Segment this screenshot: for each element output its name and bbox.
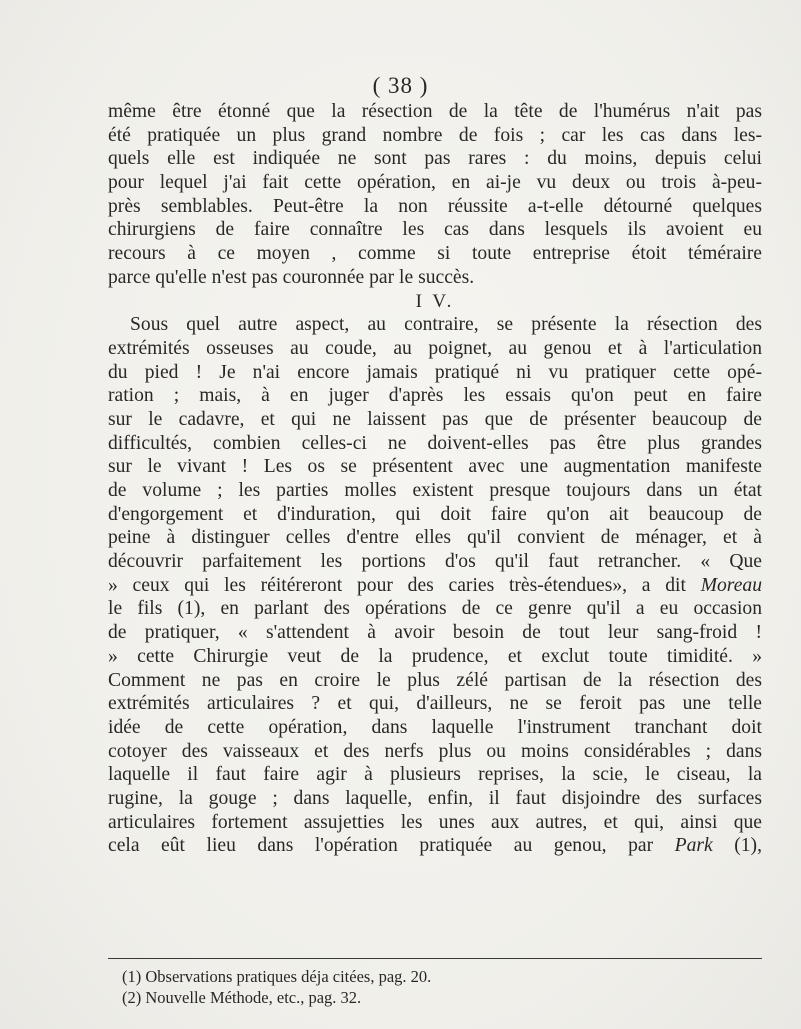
section-heading: I V. <box>415 290 455 312</box>
paragraph-1 <box>108 100 762 290</box>
text-line <box>108 834 762 858</box>
text-line: quels elle est indiquée ne sont pas rares : du moins, depuis celui <box>108 148 762 170</box>
text-line: extrémités articulaires ? et qui, d'ailleurs, ne se feroit pas une telle <box>108 693 762 715</box>
body-text <box>108 100 762 858</box>
footnote-2: (2) Nouvelle Méthode, etc., pag. 32. <box>122 988 362 1007</box>
text-line: articulaires fortement assujetties les unes aux autres, et qui, ainsi que <box>108 811 762 833</box>
text-line: le fils (1), en parlant des opérations de ce genre qu'il a eu occasion <box>108 598 762 620</box>
text-line: difficultés, combien celles-ci ne doivent-elles pas être plus grandes <box>108 432 762 454</box>
text-line: de volume ; les parties molles existent presque toujours dans un état <box>108 480 762 501</box>
footnotes <box>122 966 742 1008</box>
text-line: découvrir parfaitement les portions d'os qu'il faut retrancher. « Que <box>108 551 762 573</box>
text-line: pour lequel j'ai fait cette opération, en ai-je vu deux ou trois à-peu- <box>108 172 762 194</box>
text-line: extrémités osseuses au coude, au poignet, au genou et à l'articulation <box>108 337 762 359</box>
text-line: chirurgiens de faire connaître les cas dans lesquels ils avoient eu <box>108 219 762 241</box>
text-segment: cela eût lieu dans l'opération pratiquée au genou, par <box>108 835 675 857</box>
author-name-moreau: Moreau <box>700 574 762 596</box>
text-line: du pied ! Je n'ai encore jamais pratiqué ni vu pratiquer cette opé- <box>108 361 762 383</box>
text-segment: (1), <box>712 835 762 857</box>
footnote-1: (1) Observations pratiques déja citées, pag. 20. <box>122 967 432 986</box>
text-line: été pratiquée un plus grand nombre de fois ; car les cas dans les- <box>108 124 762 146</box>
text-line: rugine, la gouge ; dans laquelle, enfin, il faut disjoindre des surfaces <box>108 787 762 809</box>
text-line: laquelle il faut faire agir à plusieurs reprises, la scie, le ciseau, la <box>108 764 762 786</box>
text-line: idée de cette opération, dans laquelle l'instrument tranchant doit <box>108 716 762 738</box>
text-line: même être étonné que la résection de la tête de l'humérus n'ait pas <box>108 101 762 122</box>
author-name-park: Park <box>674 835 713 857</box>
text-line: Comment ne pas en croire le plus zélé partisan de la résection des <box>108 669 762 691</box>
text-line: de pratiquer, « s'attendent à avoir besoin de tout leur sang-froid ! <box>108 622 762 644</box>
text-line: ration ; mais, à en juger d'après les essais qu'on peut en faire <box>108 385 762 407</box>
text-line: parce qu'elle n'est pas couronnée par le succès. <box>108 266 475 288</box>
footnote-divider <box>108 958 762 959</box>
paragraph-2 <box>108 313 762 858</box>
text-line: Sous quel autre aspect, au contraire, se présente la résection des <box>130 314 762 336</box>
text-line: » cette Chirurgie veut de la prudence, et exclut toute timidité. » <box>108 645 762 667</box>
text-line: peine à distinguer celles d'entre elles qu'il convient de ménager, et à <box>108 527 762 549</box>
text-line: sur le vivant ! Les os se présentent avec une augmentation manifeste <box>108 456 762 478</box>
text-line: recours à ce moyen , comme si toute entreprise étoit téméraire <box>108 243 762 265</box>
text-line: près semblables. Peut-être la non réussite a-t-elle détourné quelques <box>108 195 762 217</box>
text-line: d'engorgement et d'induration, qui doit faire qu'on ait beaucoup de <box>108 503 762 525</box>
text-line: sur le cadavre, et qui ne laissent pas que de présenter beaucoup de <box>108 408 762 430</box>
text-line: cotoyer des vaisseaux et des nerfs plus ou moins considérables ; dans <box>108 740 762 762</box>
text-line <box>108 574 762 598</box>
text-segment: » ceux qui les réitéreront pour des caries très-étendues», a dit <box>108 574 701 596</box>
page-number: ( 38 ) <box>372 73 429 98</box>
